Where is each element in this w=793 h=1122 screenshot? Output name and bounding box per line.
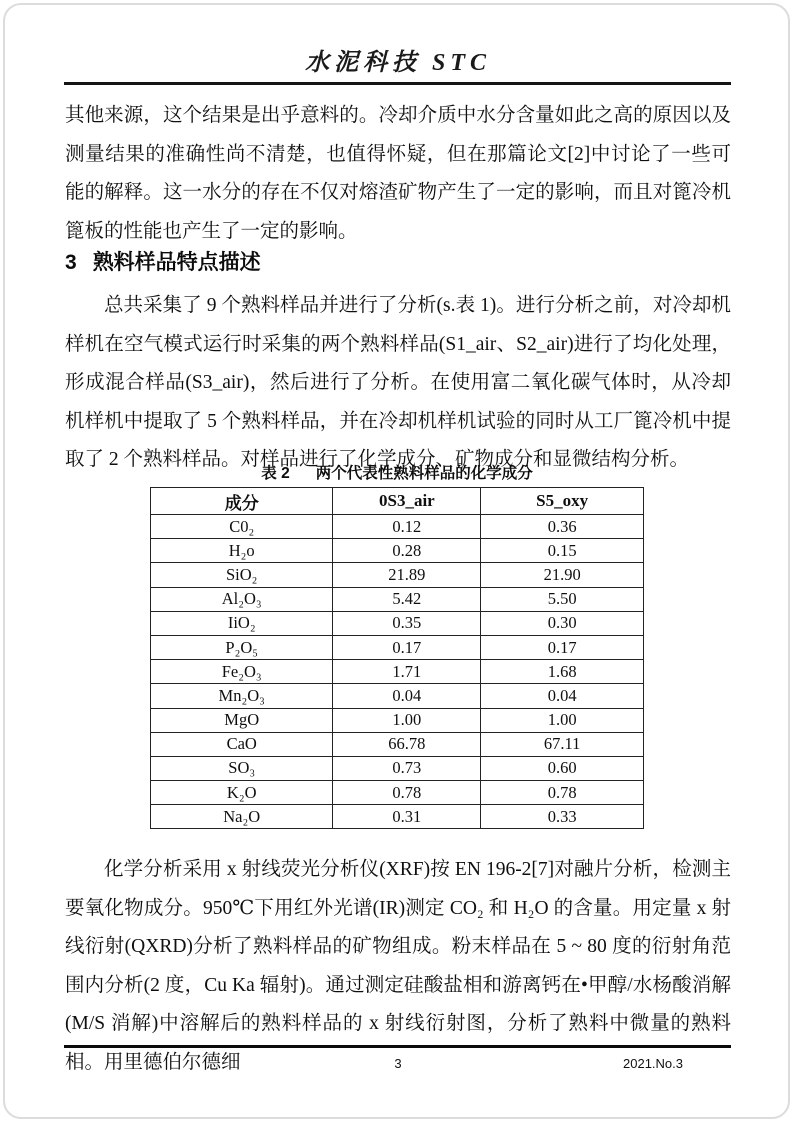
table-row — [151, 563, 644, 587]
table-header-row — [151, 488, 644, 515]
table-row — [151, 756, 644, 780]
footer-divider-line — [64, 1045, 731, 1048]
value-cell: 0.17 — [481, 635, 644, 659]
page-number: 3 — [394, 1056, 402, 1071]
table-row — [151, 587, 644, 611]
table-row — [151, 611, 644, 635]
table-row — [151, 684, 644, 708]
value-cell: 0.78 — [333, 781, 481, 805]
column-header-component: 成分 — [151, 488, 333, 515]
value-cell: 1.68 — [481, 660, 644, 684]
issue-label: 2021.No.3 — [623, 1056, 683, 1071]
header-divider-line — [64, 82, 731, 85]
table-row — [151, 539, 644, 563]
value-cell: 0.33 — [481, 805, 644, 829]
component-cell: C0₂ — [151, 515, 333, 539]
value-cell: 1.00 — [481, 708, 644, 732]
table-row — [151, 805, 644, 829]
column-header-s3-air: 0S3_air — [333, 488, 481, 515]
value-cell: 0.60 — [481, 756, 644, 780]
value-cell: 0.04 — [333, 684, 481, 708]
table-caption — [150, 461, 644, 483]
component-cell: Mn₂O₃ — [151, 684, 333, 708]
value-cell: 21.89 — [333, 563, 481, 587]
paragraph-analysis-methods: 化学分析采用 x 射线荧光分析仪(XRF)按 EN 196-2[7]对融片分析，检测主要氧化物成分。950℃下用红外光谱(IR)测定 CO₂ 和 H₂O 的含量。用定量 x 射线衍射(QXRD)分析了熟料样品的矿物组成。粉末样品在 5 ~ 80 度的衍射角范围内分析(2 度，Cu Ka 辐射)。通过测定硅酸盐相和游离钙在•甲醇/水杨酸消解(M/S 消解)中溶解后的熟料样品的 x 射线衍射图，分析了熟料中微量的熟料相。用里德伯尔德细 — [65, 859, 731, 1073]
value-cell: 0.35 — [333, 611, 481, 635]
component-cell: SO₃ — [151, 756, 333, 780]
value-cell: 0.30 — [481, 611, 644, 635]
journal-title: 水泥科技 STC — [304, 50, 491, 76]
table-row — [151, 732, 644, 756]
component-cell: K₂O — [151, 781, 333, 805]
value-cell: 0.78 — [481, 781, 644, 805]
component-cell: MgO — [151, 708, 333, 732]
table-row — [151, 635, 644, 659]
column-header-s5-oxy: S5_oxy — [481, 488, 644, 515]
table-row — [151, 781, 644, 805]
chemical-composition-table — [150, 487, 644, 829]
paragraph-continuation: 其他来源，这个结果是出乎意料的。冷却介质中水分含量如此之高的原因以及测量结果的准确性尚不清楚，也值得怀疑，但在那篇论文[2]中讨论了一些可能的解释。这一水分的存在不仅对熔渣矿物产生了一定的影响，而且对篦冷机篦板的性能也产生了一定的影响。 — [65, 105, 731, 242]
section-title: 熟料样品特点描述 — [92, 251, 261, 274]
value-cell: 21.90 — [481, 563, 644, 587]
section-number: 3 — [65, 251, 77, 274]
component-cell: Na₂O — [151, 805, 333, 829]
paragraph-sampling: 总共采集了 9 个熟料样品并进行了分析(s.表 1)。进行分析之前，对冷却机样机在空气模式运行时采集的两个熟料样品(S1_air、S2_air)进行了均化处理，形成混合样品(S3_air)，然后进行了分析。在使用富二氧化碳气体时，从冷却机样机中提取了 5 个熟料样品，并在冷却机样机试验的同时从工厂篦冷机中提取了 2 个熟料样品。对样品进行了化学成分、矿物成分和显微结构分析。 — [65, 295, 731, 470]
component-cell: SiO₂ — [151, 563, 333, 587]
value-cell: 0.73 — [333, 756, 481, 780]
value-cell: 0.04 — [481, 684, 644, 708]
value-cell: 1.00 — [333, 708, 481, 732]
component-cell: P₂O₅ — [151, 635, 333, 659]
value-cell: 0.12 — [333, 515, 481, 539]
table-row — [151, 708, 644, 732]
value-cell: 5.42 — [333, 587, 481, 611]
value-cell: 0.17 — [333, 635, 481, 659]
table-caption-label: 表 2 — [261, 465, 290, 482]
value-cell: 0.28 — [333, 539, 481, 563]
value-cell: 5.50 — [481, 587, 644, 611]
value-cell: 67.11 — [481, 732, 644, 756]
value-cell: 66.78 — [333, 732, 481, 756]
table-row — [151, 660, 644, 684]
component-cell: CaO — [151, 732, 333, 756]
component-cell: Fe₂O₃ — [151, 660, 333, 684]
value-cell: 0.15 — [481, 539, 644, 563]
value-cell: 0.36 — [481, 515, 644, 539]
component-cell: H₂o — [151, 539, 333, 563]
section-heading — [65, 246, 731, 276]
component-cell: IiO₂ — [151, 611, 333, 635]
table-caption-title: 两个代表性熟料样品的化学成分 — [315, 465, 533, 482]
component-cell: Al₂O₃ — [151, 587, 333, 611]
value-cell: 0.31 — [333, 805, 481, 829]
table-row — [151, 515, 644, 539]
value-cell: 1.71 — [333, 660, 481, 684]
